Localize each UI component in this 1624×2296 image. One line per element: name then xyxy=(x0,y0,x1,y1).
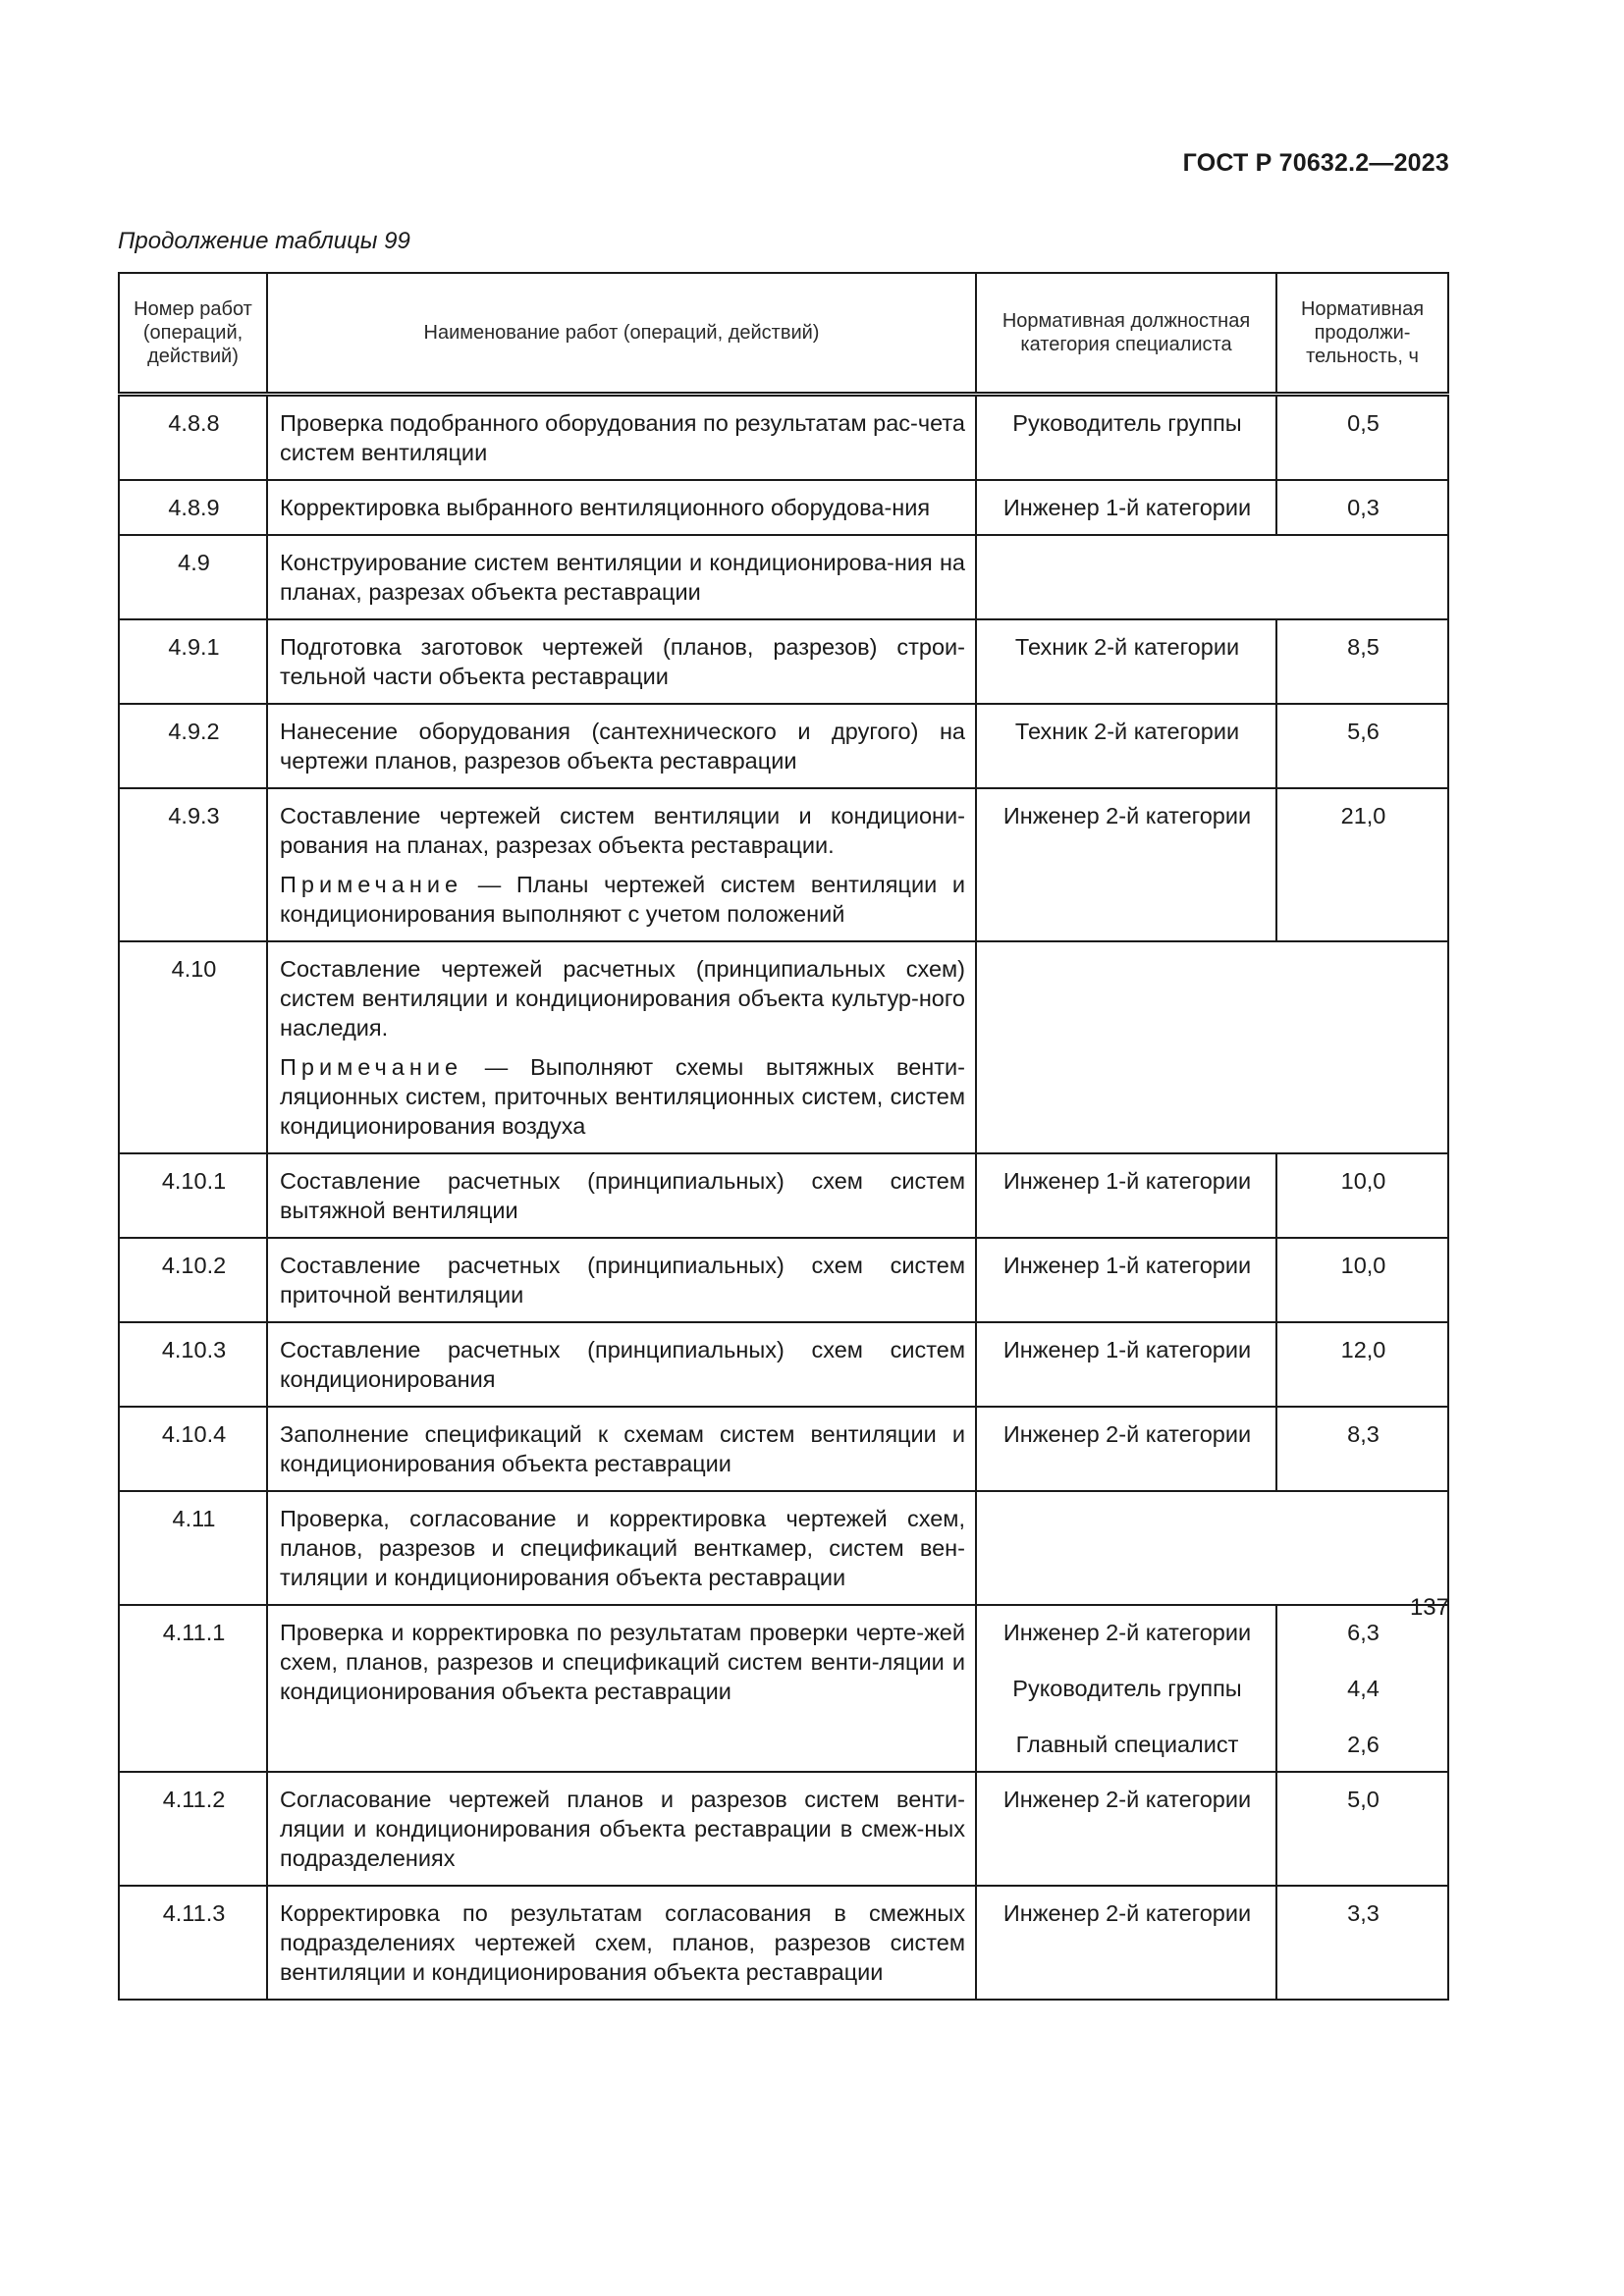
column-header-category: Нормативная должностная категория специалиста xyxy=(976,273,1276,395)
work-name-text: Проверка подобранного оборудования по результатам рас-чета систем вентиляции xyxy=(280,410,965,465)
work-name-cell xyxy=(267,1605,976,1772)
specialist-category: Инженер 2-й категории xyxy=(1002,803,1252,828)
specialist-category: Инженер 1-й категории xyxy=(1002,1168,1252,1194)
specialist-category: Руководитель группы xyxy=(1012,1676,1242,1701)
specialist-category: Инженер 2-й категории xyxy=(1002,1787,1252,1812)
table-row xyxy=(119,704,1448,788)
column-header-number: Номер работ (операций, действий) xyxy=(119,273,267,395)
row-number-cell: 4.10.3 xyxy=(119,1322,267,1407)
work-name-cell xyxy=(267,535,976,619)
work-name-cell xyxy=(267,1407,976,1491)
duration-value: 6,3 xyxy=(1347,1620,1380,1645)
work-name-text: Проверка и корректировка по результатам проверки черте-жей схем, планов, разрезов и спецификаций систем венти-ляции и кондиционирования объекта реставрации xyxy=(280,1620,965,1704)
table-row xyxy=(119,1886,1448,2000)
duration-cell xyxy=(1276,1238,1448,1322)
row-number-cell: 4.11.1 xyxy=(119,1605,267,1772)
column-header-duration: Нормативная продолжи-тельность, ч xyxy=(1276,273,1448,395)
row-number-cell: 4.10.1 xyxy=(119,1153,267,1238)
row-number-cell: 4.9.1 xyxy=(119,619,267,704)
work-name-cell xyxy=(267,1153,976,1238)
table-body xyxy=(119,395,1448,2001)
specialist-category-cell xyxy=(976,1153,1276,1238)
table-caption: Продолжение таблицы 99 xyxy=(118,228,410,254)
work-name-text: Подготовка заготовок чертежей (планов, разрезов) строи-тельной части объекта реставрации xyxy=(280,634,965,689)
work-name-text: Корректировка выбранного вентиляционного оборудова-ния xyxy=(280,495,931,520)
table-row xyxy=(119,1491,1448,1605)
duration-value: 21,0 xyxy=(1340,803,1386,828)
specialist-category: Техник 2-й категории xyxy=(1014,719,1240,744)
work-name-cell xyxy=(267,1886,976,2000)
duration-value: 12,0 xyxy=(1340,1337,1386,1362)
duration-cell xyxy=(1276,1605,1448,1772)
specialist-category-cell xyxy=(976,1322,1276,1407)
duration-value: 5,6 xyxy=(1347,719,1380,744)
duration-value: 4,4 xyxy=(1347,1676,1380,1701)
norms-table xyxy=(118,272,1449,2001)
duration-cell xyxy=(1276,1407,1448,1491)
work-name-cell xyxy=(267,619,976,704)
table-row xyxy=(119,1322,1448,1407)
specialist-category: Инженер 2-й категории xyxy=(1002,1421,1252,1447)
specialist-category-cell xyxy=(976,480,1276,535)
column-header-name: Наименование работ (операций, действий) xyxy=(267,273,976,395)
duration-value: 0,5 xyxy=(1347,410,1380,436)
work-name-text: Составление чертежей систем вентиляции и кондициони-рования на планах, разрезах объекта реставрации. xyxy=(280,803,965,858)
specialist-category-cell xyxy=(976,1605,1276,1772)
specialist-category-cell xyxy=(976,1772,1276,1886)
table-row xyxy=(119,1238,1448,1322)
table-row xyxy=(119,480,1448,535)
row-number-cell: 4.9 xyxy=(119,535,267,619)
note-label: Примечание xyxy=(280,1054,463,1080)
work-name-cell xyxy=(267,480,976,535)
table-row xyxy=(119,941,1448,1153)
work-name-text: Конструирование систем вентиляции и кондиционирова-ния на планах, разрезах объекта реставрации xyxy=(280,550,965,605)
row-number-cell: 4.10 xyxy=(119,941,267,1153)
row-number-cell: 4.10.2 xyxy=(119,1238,267,1322)
duration-value: 10,0 xyxy=(1340,1168,1386,1194)
specialist-category: Инженер 1-й категории xyxy=(1002,495,1252,520)
work-name-text: Согласование чертежей планов и разрезов систем венти-ляции и кондиционирования объекта реставрации в смеж-ных подразделениях xyxy=(280,1787,965,1871)
row-number-cell: 4.8.8 xyxy=(119,395,267,481)
specialist-category-cell xyxy=(976,1238,1276,1322)
note-text: — Выполняют схемы вытяжных венти-ляционных систем, приточных вентиляционных систем, систем кондиционирования воздуха xyxy=(280,1054,965,1139)
row-number-cell: 4.9.3 xyxy=(119,788,267,941)
row-number-cell: 4.11.2 xyxy=(119,1772,267,1886)
specialist-category-cell xyxy=(976,1886,1276,2000)
specialist-category: Инженер 1-й категории xyxy=(1002,1337,1252,1362)
row-number-cell: 4.10.4 xyxy=(119,1407,267,1491)
work-name-cell xyxy=(267,704,976,788)
specialist-category-cell xyxy=(976,395,1276,481)
duration-value: 5,0 xyxy=(1347,1787,1380,1812)
work-name-text: Составление расчетных (принципиальных) схем систем кондиционирования xyxy=(280,1337,965,1392)
specialist-category-cell xyxy=(976,788,1276,941)
table-row xyxy=(119,535,1448,619)
table-row xyxy=(119,1605,1448,1772)
work-name-text: Заполнение спецификаций к схемам систем вентиляции и кондиционирования объекта реставрации xyxy=(280,1421,965,1476)
work-name-text: Проверка, согласование и корректировка чертежей схем, планов, разрезов и спецификаций венткамер, систем вен-тиляции и кондиционирования объекта реставрации xyxy=(280,1506,965,1590)
work-name-text: Нанесение оборудования (сантехнического и другого) на чертежи планов, разрезов объекта реставрации xyxy=(280,719,965,774)
duration-cell xyxy=(1276,1322,1448,1407)
table-row xyxy=(119,1153,1448,1238)
table-row xyxy=(119,395,1448,481)
table-row xyxy=(119,619,1448,704)
specialist-category: Инженер 1-й категории xyxy=(1002,1253,1252,1278)
duration-value: 8,5 xyxy=(1347,634,1380,660)
work-name-text: Составление чертежей расчетных (принципиальных схем) систем вентиляции и кондиционирования объекта культур-ного наследия. xyxy=(280,956,965,1041)
specialist-category: Главный специалист xyxy=(1015,1732,1239,1757)
table-header-row xyxy=(119,273,1448,395)
work-name-cell xyxy=(267,1322,976,1407)
note-text: — Планы чертежей систем вентиляции и кондиционирования выполняют с учетом положений xyxy=(280,872,965,927)
work-name-cell xyxy=(267,1772,976,1886)
row-number-cell: 4.11.3 xyxy=(119,1886,267,2000)
row-note xyxy=(280,870,965,929)
duration-cell xyxy=(1276,788,1448,941)
row-number-cell: 4.9.2 xyxy=(119,704,267,788)
duration-cell xyxy=(1276,395,1448,481)
specialist-category: Инженер 2-й категории xyxy=(1002,1620,1252,1645)
document-code: ГОСТ Р 70632.2—2023 xyxy=(1182,149,1449,177)
work-name-cell xyxy=(267,788,976,941)
work-name-cell xyxy=(267,1238,976,1322)
duration-cell xyxy=(1276,1886,1448,2000)
empty-merged-cell xyxy=(976,941,1448,1153)
work-name-text: Составление расчетных (принципиальных) схем систем приточной вентиляции xyxy=(280,1253,965,1308)
row-number-cell: 4.8.9 xyxy=(119,480,267,535)
duration-value: 0,3 xyxy=(1347,495,1380,520)
duration-value: 2,6 xyxy=(1347,1732,1380,1757)
empty-merged-cell xyxy=(976,1491,1448,1605)
work-name-text: Составление расчетных (принципиальных) схем систем вытяжной вентиляции xyxy=(280,1168,965,1223)
table-row xyxy=(119,788,1448,941)
duration-cell xyxy=(1276,480,1448,535)
work-name-text: Корректировка по результатам согласования в смежных подразделениях чертежей схем, планов, разрезов систем вентиляции и кондиционирования объекта реставрации xyxy=(280,1900,965,1985)
duration-cell xyxy=(1276,704,1448,788)
page-number: 137 xyxy=(1409,1594,1449,1621)
row-note xyxy=(280,1052,965,1141)
note-label: Примечание xyxy=(280,872,463,897)
specialist-category: Руководитель группы xyxy=(1012,410,1242,436)
work-name-cell xyxy=(267,941,976,1153)
specialist-category: Техник 2-й категории xyxy=(1014,634,1240,660)
work-name-cell xyxy=(267,395,976,481)
table-row xyxy=(119,1407,1448,1491)
duration-cell xyxy=(1276,619,1448,704)
duration-value: 3,3 xyxy=(1347,1900,1380,1926)
duration-value: 10,0 xyxy=(1340,1253,1386,1278)
table-row xyxy=(119,1772,1448,1886)
specialist-category-cell xyxy=(976,619,1276,704)
specialist-category-cell xyxy=(976,1407,1276,1491)
specialist-category: Инженер 2-й категории xyxy=(1002,1900,1252,1926)
duration-value: 8,3 xyxy=(1347,1421,1380,1447)
duration-cell xyxy=(1276,1153,1448,1238)
specialist-category-cell xyxy=(976,704,1276,788)
duration-cell xyxy=(1276,1772,1448,1886)
empty-merged-cell xyxy=(976,535,1448,619)
work-name-cell xyxy=(267,1491,976,1605)
row-number-cell: 4.11 xyxy=(119,1491,267,1605)
